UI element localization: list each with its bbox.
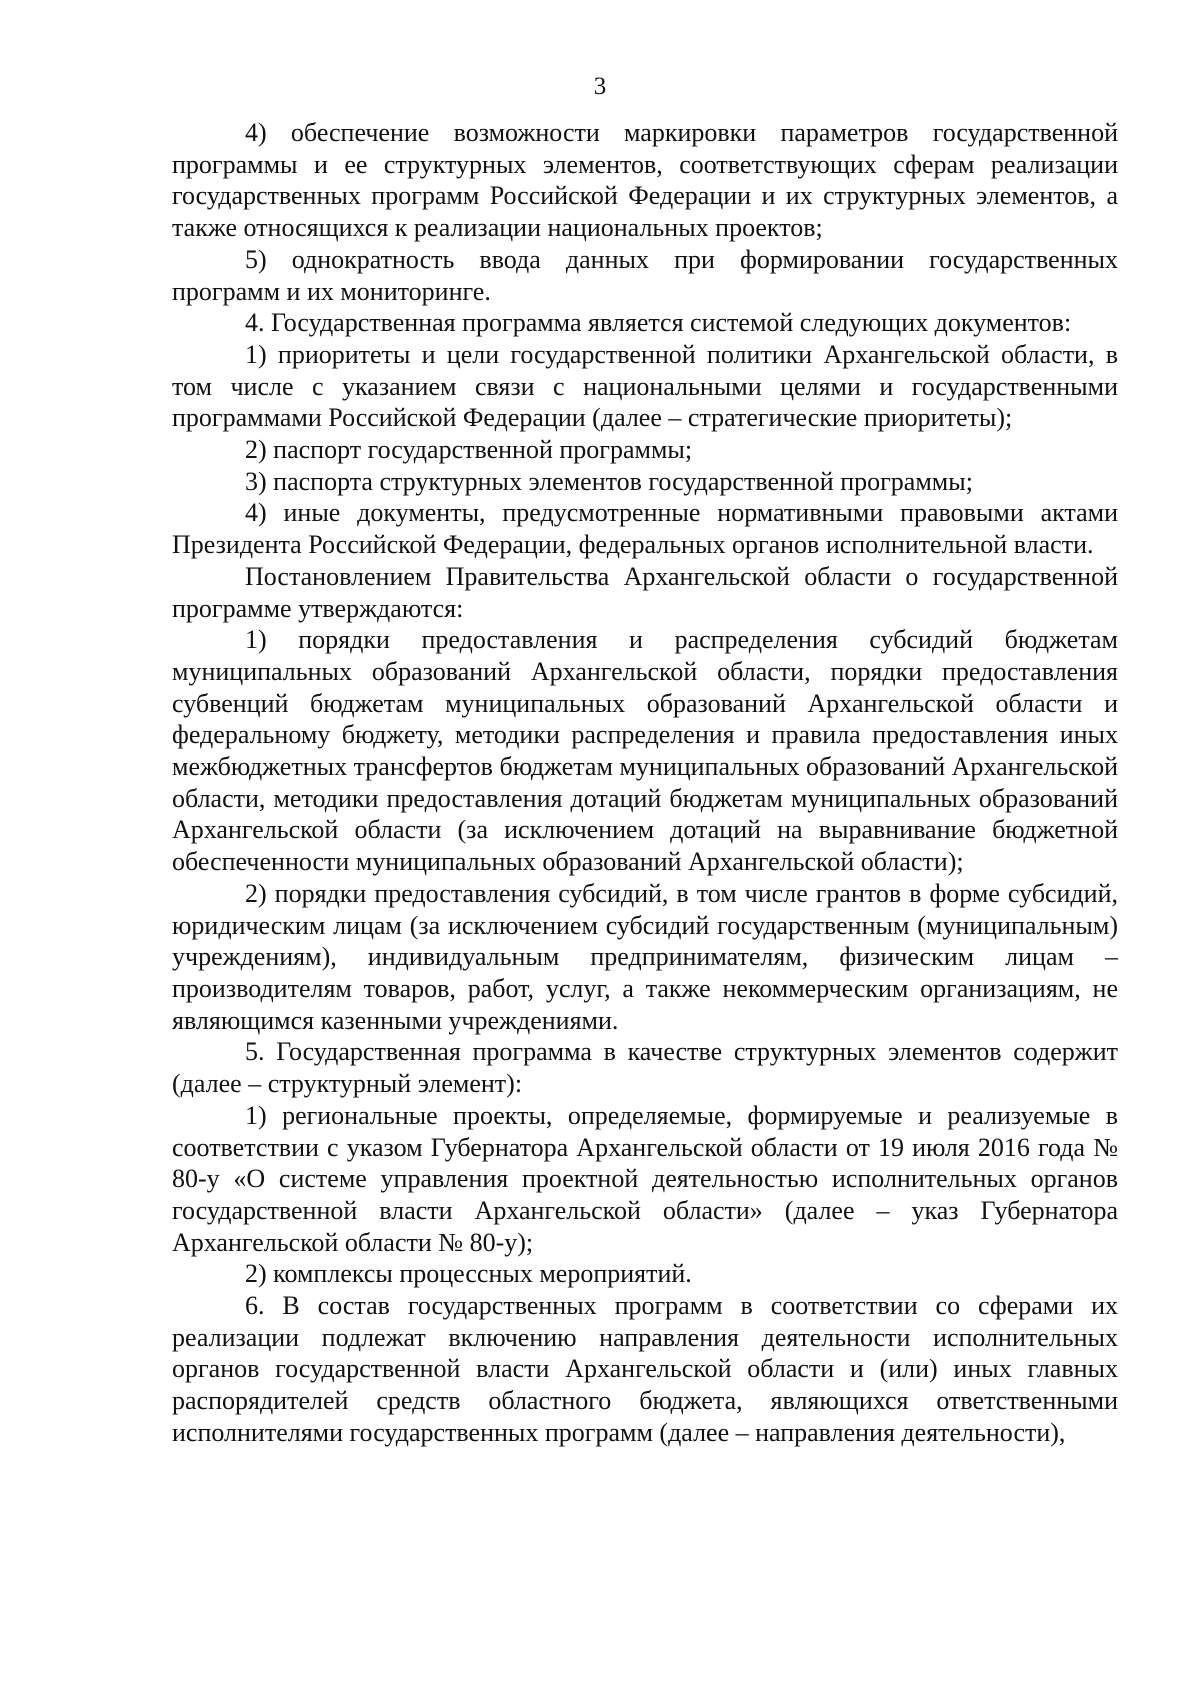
paragraph-item-5-single-input: 5) однократность ввода данных при формировании государственных программ и их мониторинге. xyxy=(172,244,1118,306)
paragraph-item-1-regional-projects: 1) региональные проекты, определяемые, формируемые и реализуемые в соответствии с указом Губернатора Архангельской области от 19 июля 2016 года № 80-у «О системе управления проектной деятельностью исполнительных органов государственной власти Архангельской области» (далее – указ Губернатора Архангельской области № 80-у); xyxy=(172,1100,1118,1257)
paragraph-item-2-passport: 2) паспорт государственной программы; xyxy=(245,435,693,465)
paragraph-section-4: 4. Государственная программа является системой следующих документов: xyxy=(245,308,1072,338)
paragraph-item-2-process-complexes: 2) комплексы процессных мероприятий. xyxy=(245,1259,692,1289)
paragraph-item-3-element-passports: 3) паспорта структурных элементов государственной программы; xyxy=(245,466,973,496)
page-number: 3 xyxy=(593,73,607,100)
paragraph-section-5: 5. Государственная программа в качестве структурных элементов содержит (далее – структурный элемент): xyxy=(172,1037,1118,1099)
paragraph-resolution-approves: Постановлением Правительства Архангельской области о государственной программе утверждаются: xyxy=(172,561,1118,623)
paragraph-item-1-subsidy-procedures: 1) порядки предоставления и распределения субсидий бюджетам муниципальных образований Архангельской области, порядки предоставления субвенций бюджетам муниципальных образований Архангельской области и федеральному бюджету, методики распределения и правила предоставления иных межбюджетных трансфертов бюджетам муниципальных образований Архангельской области, методики предоставления дотаций бюджетам муниципальных образований Архангельской области (за исключением дотаций на выравнивание бюджетной обеспеченности муниципальных образований Архангельской области); xyxy=(172,625,1118,877)
document-body xyxy=(172,117,1118,1449)
paragraph-item-2-grant-procedures: 2) порядки предоставления субсидий, в том числе грантов в форме субсидий, юридическим лицам (за исключением субсидий государственным (муниципальным) учреждениям), индивидуальным предпринимателям, физическим лицам – производителям товаров, работ, услуг, а также некоммерческим организациям, не являющимся казенными учреждениями. xyxy=(172,878,1118,1035)
paragraph-item-1-priorities: 1) приоритеты и цели государственной политики Архангельской области, в том числе с указанием связи с национальными целями и государственными программами Российской Федерации (далее – стратегические приоритеты); xyxy=(172,339,1118,433)
paragraph-section-6: 6. В состав государственных программ в соответствии со сферами их реализации подлежат включению направления деятельности исполнительных органов государственной власти Архангельской области и (или) иных главных распорядителей средств областного бюджета, являющихся ответственными исполнителями государственных программ (далее – направления деятельности), xyxy=(172,1291,1118,1447)
paragraph-item-4-other-documents: 4) иные документы, предусмотренные нормативными правовыми актами Президента Российской Федерации, федеральных органов исполнительной власти. xyxy=(172,498,1118,560)
paragraph-item-4-marking: 4) обеспечение возможности маркировки параметров государственной программы и ее структурных элементов, соответствующих сферам реализации государственных программ Российской Федерации и их структурных элементов, а также относящихся к реализации национальных проектов; xyxy=(172,118,1118,243)
